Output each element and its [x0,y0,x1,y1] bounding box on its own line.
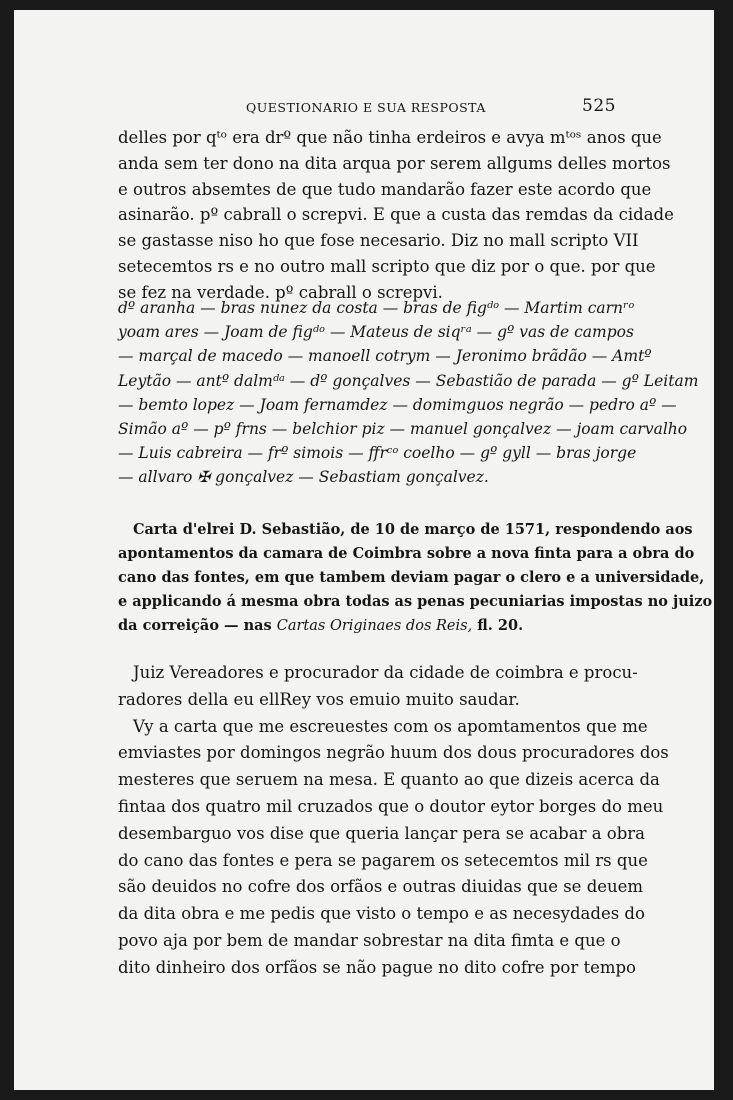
heading-source-prefix: da correição — nas [118,617,272,634]
page-number: 525 [582,96,616,116]
signatories-line: Leytão — antº dalmᵈᵃ — dº gonçalves — Sebastião de parada — gº Leitam [118,371,699,390]
signatories-line: yoam ares — Joam de figᵈᵒ — Mateus de siqʳᵃ — gº vas de campos [118,323,634,342]
signatories-list [118,296,699,490]
letter-text [118,660,669,982]
text-line: dito dinheiro dos orfãos se não pague no dito cofre por tempo [118,957,636,977]
text-line: e outros absemtes de que tudo mandarão fazer este acordo que [118,179,652,199]
signatories-line: — allvaro ✠ gonçalvez — Sebastiam gonçalvez. [118,468,489,487]
text-line: se fez na verdade. pº cabrall o screpvi. [118,282,443,302]
text-line: anda sem ter dono na dita arqua por serem allgums delles mortos [118,153,671,173]
text-line: emviastes por domingos negrão huum dos dous procuradores dos [118,743,669,763]
heading-line: apontamentos da camara de Coimbra sobre a nova finta para a obra do [118,545,695,562]
text-line: da dita obra e me pedis que visto o tempo e as necesydades do [118,904,645,924]
heading-line: cano das fontes, em que tambem deviam pagar o clero e a universidade, [118,569,705,586]
signatories-line: — Luis cabreira — frº simois — ffrᶜᵒ coelho — gº gyll — bras jorge [118,444,637,463]
heading-source-line [118,614,588,638]
source-folio: fl. 20. [477,617,524,634]
text-line: radores della eu ellRey vos emuio muito saudar. [118,689,520,709]
transcription-top [118,125,674,306]
running-header [246,96,616,116]
text-line: Juiz Vereadores e procurador da cidade de coimbra e procu- [133,663,638,682]
text-line: delles por qᵗᵒ era drº que não tinha erdeiros e avya mᵗᵒˢ anos que [118,128,662,147]
text-line: fintaa dos quatro mil cruzados que o doutor eytor borges do meu [118,796,664,816]
signatories-line: dº aranha — bras nunez da costa — bras de figᵈᵒ — Martim carnʳᵒ [118,299,635,317]
text-line: do cano das fontes e pera se pagarem os setecemtos mil rs que [118,850,648,870]
heading-line: e applicando á mesma obra todas as penas pecuniarias impostas no juizo [118,593,713,610]
text-line: desembarguo vos dise que queria lançar pera se acabar a obra [118,823,646,843]
text-line: asinarão. pº cabrall o screpvi. E que a custa das remdas da cidade [118,205,674,225]
signatories-line: — marçal de macedo — manoell cotrym — Jeronimo brãdão — Amtº [118,347,652,366]
running-title: QUESTIONARIO E SUA RESPOSTA [246,100,486,115]
text-line: Vy a carta que me escreuestes com os apomtamentos que me [133,716,648,736]
document-heading [118,518,713,638]
text-line: se gastasse niso ho que fose necesario. Diz no mall scripto VII [118,231,639,251]
source-title: Cartas Originaes dos Reis, [276,618,473,634]
text-line: povo aja por bem de mandar sobrestar na dita fimta e que o [118,930,621,950]
text-line: setecemtos rs e no outro mall scripto que diz por o que. por que [118,256,656,276]
heading-line: Carta d'elrei D. Sebastião, de 10 de março de 1571, respondendo aos [133,521,693,538]
signatories-line: Simão aº — pº frns — belchior piz — manuel gonçalvez — joam carvalho [118,420,688,439]
text-line: são deuidos no cofre dos orfãos e outras diuidas que se deuem [118,877,644,897]
text-line: mesteres que seruem na mesa. E quanto ao que dizeis acerca da [118,770,660,790]
book-page [14,10,714,1090]
signatories-line: — bemto lopez — Joam fernamdez — domimguos negrão — pedro aº — [118,395,677,414]
